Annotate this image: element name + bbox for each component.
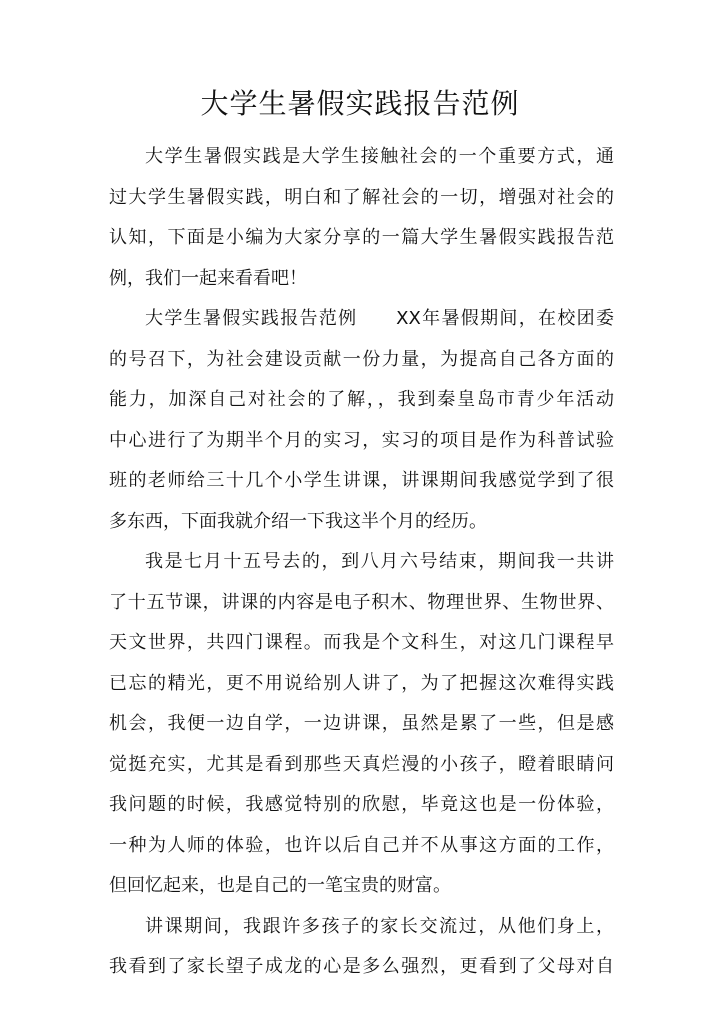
text-line: 多东西，下面我就介绍一下我这半个月的经历。 [109,510,487,532]
text-line: 我问题的时候，我感觉特别的欣慰，毕竟这也是一份体验， [109,794,614,815]
text-line: 了十五节课，讲课的内容是电子积木、物理世界、生物世界、 [109,591,614,613]
text-line: 已忘的精光，更不用说给别人讲了，为了把握这次难得实践 [109,672,614,694]
text-line: 例，我们一起来看看吧！ [109,267,307,289]
text-line: 班的老师给三十几个小学生讲课，讲课期间我感觉学到了很 [109,470,614,491]
document-body [109,137,614,988]
paragraph-parents [109,907,614,988]
text-line: 大学生暑假实践报告范例 XX年暑假期间，在校团委 [145,308,614,329]
text-line: 过大学生暑假实践，明白和了解社会的一切，增强对社会的 [109,186,614,208]
paragraph-intro [109,137,614,299]
paragraph-teaching [109,542,614,907]
text-line: 中心进行了为期半个月的实习，实习的项目是作为科普试验 [109,429,614,451]
text-line: 讲课期间，我跟许多孩子的家长交流过，从他们身上， [145,915,614,937]
text-line: 我是七月十五号去的，到八月六号结束，期间我一共讲 [145,551,614,572]
paragraph-summer-practice [109,299,614,542]
text-line: 一种为人师的体验，也许以后自己并不从事这方面的工作， [109,834,614,856]
text-line: 机会，我便一边自学，一边讲课，虽然是累了一些，但是感 [109,713,614,734]
text-line: 的号召下，为社会建设贡献一份力量，为提高自己各方面的 [109,348,614,370]
text-line: 认知，下面是小编为大家分享的一篇大学生暑假实践报告范 [109,227,614,248]
text-line: 我看到了家长望子成龙的心是多么强烈，更看到了父母对自 [109,956,614,977]
document-title: 大学生暑假实践报告范例 [200,87,520,120]
text-line: 觉挺充实，尤其是看到那些天真烂漫的小孩子，瞪着眼睛问 [109,753,614,775]
text-line: 但回忆起来，也是自己的一笔宝贵的财富。 [109,875,451,896]
text-line: 大学生暑假实践是大学生接触社会的一个重要方式，通 [145,146,614,167]
text-line: 天文世界，共四门课程。而我是个文科生，对这几门课程早 [109,632,614,653]
text-line: 能力，加深自己对社会的了解，，我到秦皇岛市青少年活动 [109,389,614,410]
